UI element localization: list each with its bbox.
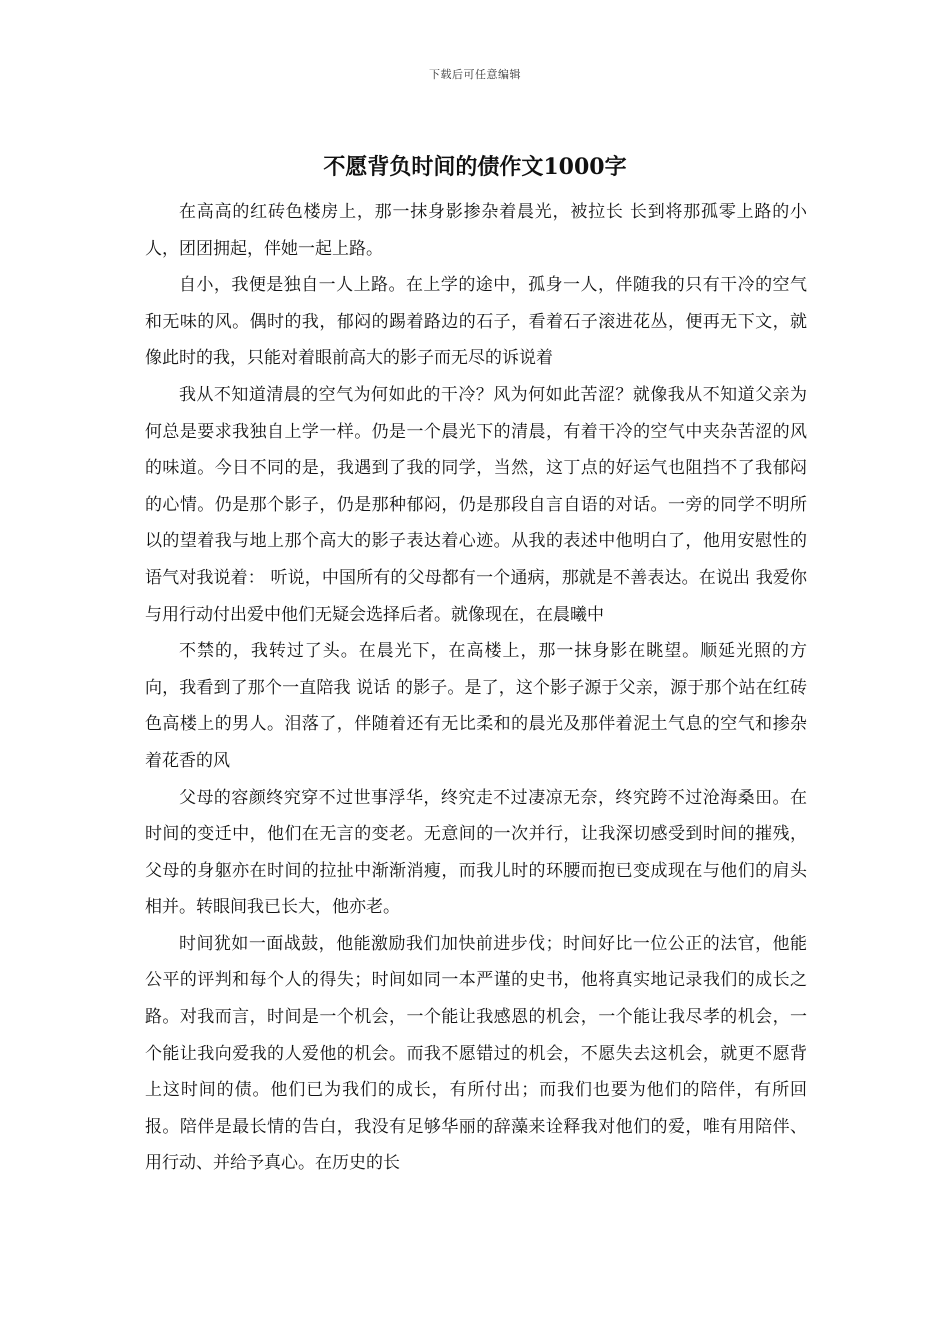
paragraph-3: 我从不知道清晨的空气为何如此的干冷？风为何如此苦涩？就像我从不知道父亲为何总是要求我独自上学一样。仍是一个晨光下的清晨，有着干冷的空气中夹杂苦涩的风的味道。今日不同的是，我遇到了我的同学，当然，这丁点的好运气也阻挡不了我郁闷的心情。仍是那个影子，仍是那种郁闷，仍是那段自言自语的对话。一旁的同学不明所以的望着我与地上那个高大的影子表达着心迹。从我的表述中他明白了，他用安慰性的语气对我说着： 听说，中国所有的父母都有一个通病，那就是不善表达。在说出 我爱你 与用行动付出爱中他们无疑会选择后者。就像现在，在晨曦中	[145, 384, 807, 625]
document-title: 不愿背负时间的债作文1000字	[323, 154, 627, 180]
paragraph-4: 不禁的，我转过了头。在晨光下，在高楼上，那一抹身影在眺望。顺延光照的方向，我看到了那个一直陪我 说话 的影子。是了，这个影子源于父亲，源于那个站在红砖色高楼上的男人。泪落了，伴随着还有无比柔和的晨光及那伴着泥土气息的空气和掺杂着花香的风	[145, 641, 807, 771]
header-note: 下载后可任意编辑	[429, 68, 521, 81]
paragraph-5: 父母的容颜终究穿不过世事浮华，终究走不过凄凉无奈，终究跨不过沧海桑田。在时间的变迁中，他们在无言的变老。无意间的一次并行，让我深切感受到时间的摧残，父母的身躯亦在时间的拉扯中渐渐消瘦，而我儿时的环腰而抱已变成现在与他们的肩头相并。转眼间我已长大，他亦老。	[145, 787, 807, 918]
paragraph-1: 在高高的红砖色楼房上，那一抹身影掺杂着晨光，被拉长 长到将那孤零上路的小人，团团拥起，伴她一起上路。	[145, 202, 807, 259]
document-body	[145, 194, 807, 1182]
paragraph-2: 自小，我便是独自一人上路。在上学的途中，孤身一人，伴随我的只有干冷的空气和无味的风。偶时的我，郁闷的踢着路边的石子，看着石子滚进花丛，便再无下文，就像此时的我，只能对着眼前高大的影子而无尽的诉说着	[145, 275, 807, 369]
paragraph-6: 时间犹如一面战鼓，他能激励我们加快前进步伐；时间好比一位公正的法官，他能公平的评判和每个人的得失；时间如同一本严谨的史书，他将真实地记录我们的成长之路。对我而言，时间是一个机会，一个能让我感恩的机会，一个能让我尽孝的机会，一个能让我向爱我的人爱他的机会。而我不愿错过的机会，不愿失去这机会，就更不愿背上这时间的债。他们已为我们的成长，有所付出；而我们也要为他们的陪伴，有所回报。陪伴是最长情的告白，我没有足够华丽的辞藻来诠释我对他们的爱，唯有用陪伴、用行动、并给予真心。在历史的长	[145, 933, 807, 1174]
